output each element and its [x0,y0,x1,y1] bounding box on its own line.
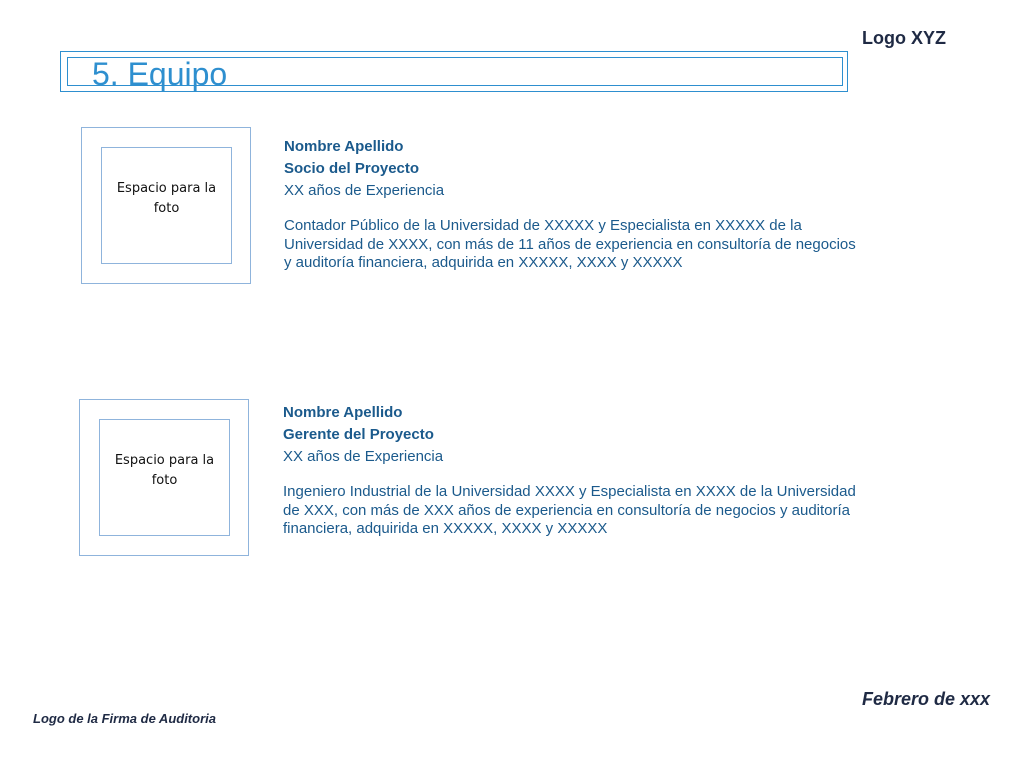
member-experience: XX años de Experiencia [284,182,445,199]
photo-placeholder-label: Espacio para la foto [114,452,215,488]
photo-placeholder-label: Espacio para la foto [116,180,217,216]
title-frame [60,51,848,92]
photo-placeholder-2 [99,419,230,536]
member-bio: Ingeniero Industrial de la Universidad XXXX y Especialista en XXXX de la Universidad de XXX, con más de XXX años de experiencia en consultoría de negocios y auditoría financiera, adquirida en XXXXX, XXXX y XXXXX [283,483,856,537]
title-inner-frame [67,56,843,92]
photo-frame-1 [81,127,251,284]
member-bio: Contador Público de la Universidad de XXXXX y Especialista en XXXXX de la Universidad de XXXX, con más de 11 años de experiencia en consultoría de negocios y auditoría financiera, adquirida en XXXXX, XXXX y XXXXX [284,217,856,271]
header-logo: Logo XYZ [862,28,946,48]
member-card-2 [283,402,863,539]
member-name: Nombre Apellido [283,404,403,421]
member-role: Gerente del Proyecto [283,426,434,443]
footer-date: Febrero de xxx [862,689,991,709]
page-title: 5. Equipo [92,56,228,92]
member-role: Socio del Proyecto [284,160,420,177]
member-card-1 [284,136,864,273]
footer-firm-logo: Logo de la Firma de Auditoria [33,711,216,726]
member-name: Nombre Apellido [284,138,404,155]
photo-placeholder-1 [101,147,232,264]
member-experience: XX años de Experiencia [283,448,444,465]
photo-frame-2 [79,399,249,556]
